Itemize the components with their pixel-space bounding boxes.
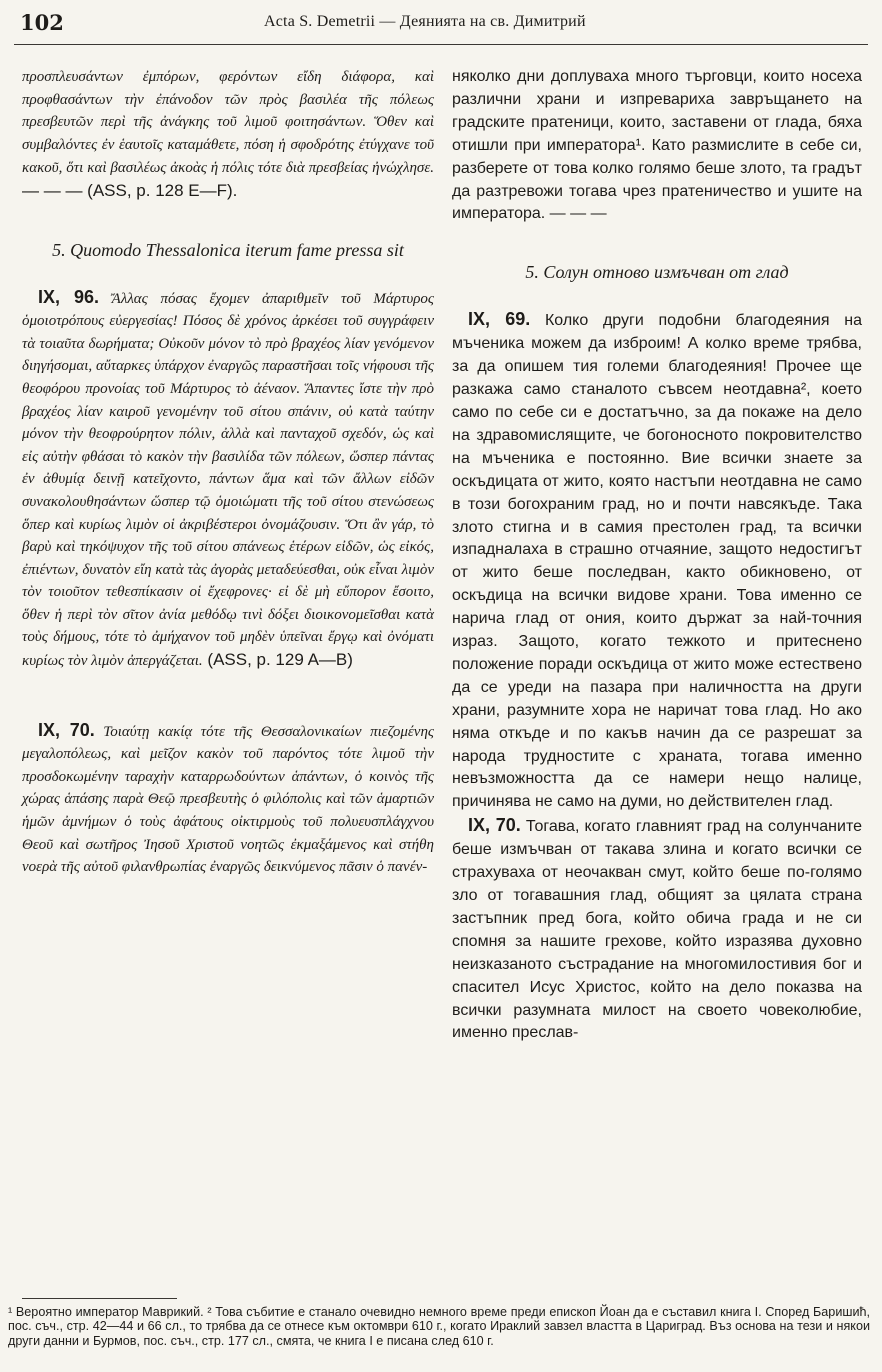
running-title: Acta S. Demetrii — Деянията на св. Димитрий <box>264 13 586 30</box>
greek-paragraph-2 <box>22 286 434 673</box>
greek-paragraph-1-text: προσπλευσάντων ἐμπόρων, φερόντων εἴδη διάφορα, καὶ προφθασάντων τὴν ἐπάνοδον τῶν πρὸς βασιλέα τῆς πόλεως πρεσβευτῶν περὶ τῆς ἀνάγκης τοῦ λιμοῦ φοιτησάντων. Ὅθεν καὶ συμβαλόντες ἐν ἑαυτοῖς καταμάθετε, πόση ἡ σφοδρότης ἐτύγχανε τοῦ κακοῦ, ὅτι καὶ βασιλέως ἀκοὰς ἡ πόλις τότε διὰ πρεσβείας ἠνώχλησε. <box>22 69 434 177</box>
bulgarian-section-title: 5. Солун отново измъчван от глад <box>525 262 789 283</box>
greek-paragraph-2-number: IX, 96. <box>38 286 99 307</box>
bulgarian-paragraph-2-number: IX, 69. <box>468 309 531 330</box>
greek-paragraph-2-reference: (ASS, p. 129 A—B) <box>202 650 353 670</box>
page-header <box>14 10 868 40</box>
greek-paragraph-1-reference: — — — (ASS, p. 128 E—F). <box>22 180 238 200</box>
greek-column <box>22 66 434 879</box>
footnote-text: ¹ Вероятно император Маврикий. ² Това събитие е станало очевидно немного време преди епископ Йоан да е съставил книга I. Според Баришић, пос. съч., стр. 42—44 и 66 сл., то трябва да се отнесе към октомври 610 г., когато Ираклий завзел властта в Цариград. Въз основа на тези и някои други данни и Бурмов, пос. съч., стр. 177 сл., смята, че книга I е писана след 610 г. <box>8 1305 870 1348</box>
bulgarian-paragraph-2-text: Колко други подобни благодеяния на мъченика можем да изброим! А колко време трябва, за да опишем тия големи благодеяния! Прочее ще разкажа само станалото съвсем неотдавна², което само по себе си е достатъчно, за да покаже на дело на здравомислящите, че богоносното покровителство на мъченика е постоянно. Вие всички знаете за оскъдицата от жито, която настъпи неотдавна не само в този богохраним град, но и почти навсякъде. Така злото стигна и в самия престолен град, та всички изпадналаха в страшно отчаяние, защото недостигът от жито беше последван, както обикновено, от оскъдица на всички видове храни. Това именно се нарича глад от ония, които държат за най-точния израз. Защото, когато тежкото и притеснено положение поради оскъдица от жито може естествено да се уреди на пазара при наличността на други храни, разумните хора не наричат това глад. Но ако няма откъде и по какъв начин да се разрешат за народа трудностите с храната, тогава именно невъзможността да се намери нещо налице, причинява не само на думи, но действителен глад. <box>452 312 863 811</box>
header-rule <box>14 44 868 45</box>
bulgarian-paragraph-3-number: IX, 70. <box>468 815 521 836</box>
greek-paragraph-3 <box>22 719 434 879</box>
footnotes <box>8 1305 870 1348</box>
bulgarian-paragraph-1-reference: — — — <box>545 205 607 223</box>
bulgarian-paragraph-2 <box>452 308 862 814</box>
bulgarian-paragraph-1-text: няколко дни доплуваха много търговци, които носеха различни храни и изпревариха завръщането на градските пратеници, които, заставени от глада, бяха отишли при императора¹. Като размислите в себе си, разберете от това колко голямо беше злото, та градът да разтревожи тогава чрез пратеничество и ушите на императора. <box>452 68 862 223</box>
greek-section-title: 5. Quomodo Thessalonica iterum fame pressa sit <box>52 239 404 260</box>
bulgarian-paragraph-3-text: Тогава, когато главният град на солунчаните беше измъчван от такава злина и когато всички се страхуваха от неочакван смут, който беше по-голямо зло от тогавашния глад, общият за цялата страна застъпник пред бога, който обича града и не си спомня за нашите грехове, който изразява духовно неизказаното състрадание на многомилостивия бог и спасител Исус Христос, който на дело показва на всички разумната милост на своето човеколюбие, именно преслав- <box>452 818 862 1042</box>
paragraph-gap <box>22 673 434 719</box>
greek-paragraph-1 <box>22 66 434 204</box>
greek-paragraph-2-text: Ἄλλας πόσας ἔχομεν ἀπαριθμεῖν τοῦ Μάρτυρος ὁμοιοτρόπους εὐεργεσίας! Πόσος δὲ χρόνος ἀρκέσει τοῦ συγγράφειν τὰ τοιαῦτα δωρήματα; Οὐκοῦν μόνον τὸ πρὸ βραχέος λίαν γενόμενον διηγήσομαι, αὔταρκες ὑπάρχον ἐναργῶς παραστῆσαι τοῖς νήφουσι τῆς θεοφόρου προνοίας τοῦ Μάρτυρος τὸ ἀέναον. Ἅπαντες ἴστε τὴν πρὸ βραχέος λίαν καιροῦ γενομένην τοῦ σίτου σπάνιν, οὐ κατὰ ταύτην μόνον τὴν θεοφρούρητον πόλιν, ἀλλὰ καὶ πανταχοῦ σχεδόν, ὡς καὶ εἰς αὐτὴν φθάσαι τὸ κακὸν τὴν βασιλίδα τῶν πόλεων, ὥσπερ πάντας ἐν ἀθυμίᾳ δεινῇ κατεῖχοντο, πάντων ἅμα καὶ τῶν ἄλλων εἰδῶν συνακολουθησάντων ὥσπερ τῷ ὁμοιώματι τῆς τοῦ σίτου στενώσεως ὅπερ καὶ κυρίως λιμὸν οἱ ἀκριβέστεροι ὀνομάζουσιν. Ὅτι ἂν γάρ, τὸ βαρὺ καὶ τηκόψυχον τῆς τοῦ σίτου σπάνεως ἑτέρων εἰδῶν, ὡς εἰκός, ἐπιέντων, δυνατὸν εἴη κατὰ τὰς ἀγορὰς μεταδεύεσθαι, οὐκ εἶναι λιμὸν τὸν τοιοῦτον τεθεσπίκασιν οἱ ἔχεφρονες· εἰ δὲ μὴ εὔπορον ἔσοιτο, ὅθεν ἡ περὶ τὸν σῖτον ἀνία μεθόδῳ τινὶ δόξει διοικονομεῖσθαι κατὰ τοὺς δήμους, τότε τὸ ἀμήχανον τοῦ μηδὲν ὑπεῖναι ἔργῳ καὶ ὀνόματι κυρίως τὸν λιμὸν ἀπεργάζεται. <box>22 290 434 670</box>
bulgarian-column <box>452 66 862 1045</box>
page-number: 102 <box>20 10 64 35</box>
greek-paragraph-3-text: Τοιαύτῃ κακίᾳ τότε τῆς Θεσσαλονικαίων πιεζομένης μεγαλοπόλεως, καὶ μεῖζον κακὸν τοῦ παρόντος τότε λιμοῦ τὴν προσδοκωμένην ταραχὴν καταρρωδούντων ἁπάντων, ὁ κοινὸς τῆς χώρας ἁπάσης παρὰ Θεῷ πρεσβευτὴς ὁ φιλόπολις καὶ τῶν ἁμαρτιῶν ἡμῶν ἀμνήμων ὁ τοὺς ἀφάτους οἰκτιρμοὺς τοῦ πολυευσπλάγχνου Θεοῦ καὶ σωτῆρος Ἰησοῦ Χριστοῦ νοητῶς ἐκμαξάμενος καὶ στήθη νοερὰ τῆς αὐτοῦ φιλανθρωπίας ἐναργῶς δεικνύμενος πᾶσιν ὁ πανέν- <box>22 723 434 876</box>
bulgarian-paragraph-1 <box>452 66 862 226</box>
footnote-rule <box>22 1298 177 1299</box>
bulgarian-paragraph-3 <box>452 814 862 1045</box>
greek-paragraph-3-number: IX, 70. <box>38 719 95 740</box>
